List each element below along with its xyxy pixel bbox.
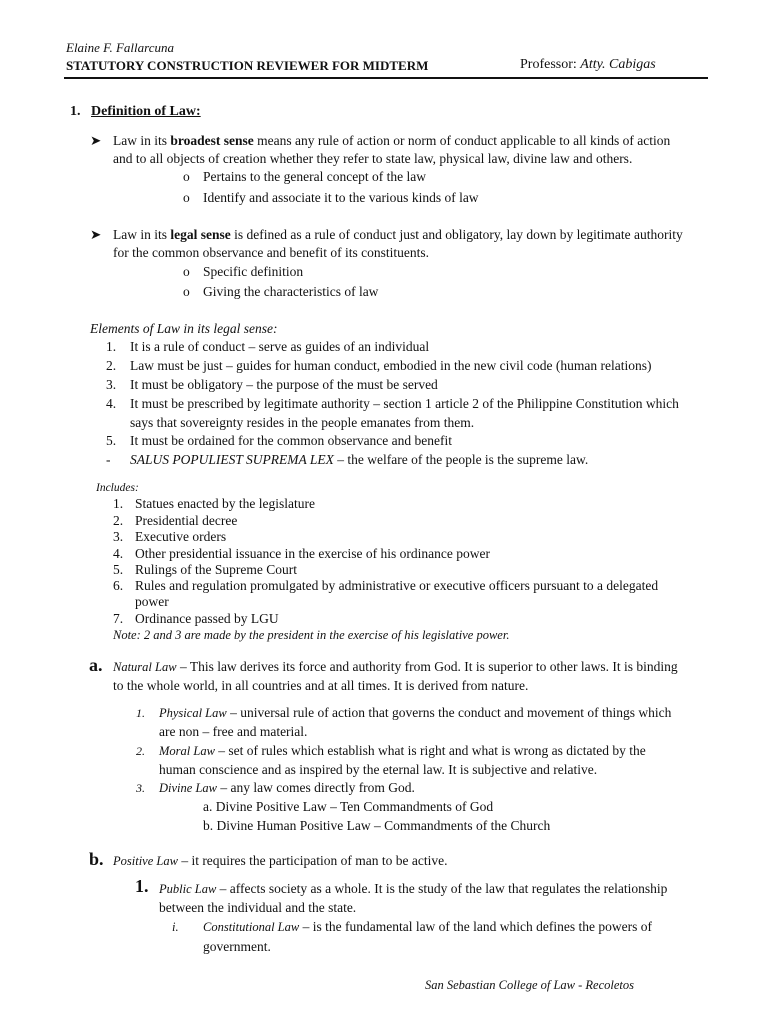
professor-label: Professor: [520, 57, 581, 72]
elements-item: Law must be just – guides for human conduct, embodied in the new civil code (human relations) [130, 358, 652, 373]
roman-numeral: i. [172, 920, 179, 934]
dash-bullet: - [106, 452, 111, 467]
list-number: 3. [106, 377, 117, 392]
natural-law-line1: Natural Law – This law derives its force and authority from God. It is superior to other laws. It is binding [113, 659, 678, 674]
list-number: 4. [106, 396, 117, 411]
circle-bullet-icon: o [183, 190, 190, 205]
public-law-number: 1. [135, 876, 149, 896]
professor-name: Atty. Cabigas [580, 57, 656, 72]
author-name: Elaine F. Fallarcuna [66, 40, 174, 55]
elements-item-cont: says that sovereignty resides in the people emanates from them. [130, 415, 475, 430]
moral-law-line2: human conscience and as inspired by the eternal law. It is subjective and relative. [159, 762, 598, 777]
includes-item: Rules and regulation promulgated by administrative or executive officers pursuant to a delegated [135, 578, 659, 593]
list-number: 1. [136, 706, 145, 720]
section-heading: Definition of Law: [91, 104, 201, 119]
includes-note: Note: 2 and 3 are made by the president in the exercise of his legislative power. [113, 628, 510, 642]
professor-line [520, 57, 656, 73]
arrow-bullet-icon: ➤ [90, 133, 102, 148]
positive-law-line: Positive Law – it requires the participation of man to be active. [113, 853, 448, 868]
includes-heading: Includes: [96, 482, 139, 494]
header-rule [64, 77, 708, 79]
broad-sub-item: Identify and associate it to the various kinds of law [203, 190, 479, 205]
legal-sub-item: Specific definition [203, 264, 304, 279]
list-number: 6. [113, 578, 124, 593]
legal-sub-item: Giving the characteristics of law [203, 284, 379, 299]
letter-a: a. [89, 655, 103, 675]
list-number: 5. [113, 562, 124, 577]
section-number: 1. [70, 104, 81, 119]
legal-sense-line1: Law in its legal sense is defined as a rule of conduct just and obligatory, lay down by legitimate authority [113, 227, 683, 242]
list-number: 2. [113, 513, 124, 528]
elements-item: It is a rule of conduct – serve as guides of an individual [130, 339, 430, 354]
divine-sub-item: b. Divine Human Positive Law – Commandments of the Church [203, 818, 551, 833]
page-footer: San Sebastian College of Law - Recoletos [425, 978, 635, 992]
list-number: 2. [106, 358, 117, 373]
elements-item: It must be prescribed by legitimate authority – section 1 article 2 of the Philippine Constitution which [130, 396, 679, 411]
elements-item: It must be obligatory – the purpose of the must be served [130, 377, 438, 392]
circle-bullet-icon: o [183, 169, 190, 184]
broad-sense-line2: and to all objects of creation whether they refer to state law, physical law, divine law and others. [113, 151, 633, 166]
broad-sense-line1: Law in its broadest sense means any rule of action or norm of conduct applicable to all kinds of action [113, 133, 671, 148]
includes-item: Rulings of the Supreme Court [135, 562, 297, 577]
includes-item: Presidential decree [135, 513, 238, 528]
maxim-line: SALUS POPULIEST SUPREMA LEX – the welfare of the people is the supreme law. [130, 452, 589, 467]
includes-item: Other presidential issuance in the exercise of his ordinance power [135, 546, 490, 561]
letter-b: b. [89, 849, 104, 869]
physical-law-line2: are non – free and material. [159, 724, 308, 739]
circle-bullet-icon: o [183, 284, 190, 299]
physical-law-line1: Physical Law – universal rule of action that governs the conduct and movement of things which [159, 705, 672, 720]
elements-heading: Elements of Law in its legal sense: [90, 321, 278, 336]
list-number: 5. [106, 433, 117, 448]
broad-sub-item: Pertains to the general concept of the law [203, 169, 427, 184]
list-number: 7. [113, 611, 124, 626]
constitutional-law-line1: Constitutional Law – is the fundamental law of the land which defines the powers of [203, 919, 652, 934]
list-number: 1. [113, 496, 124, 511]
includes-item: Executive orders [135, 529, 227, 544]
arrow-bullet-icon: ➤ [90, 227, 102, 242]
list-number: 3. [136, 781, 145, 795]
divine-sub-item: a. Divine Positive Law – Ten Commandments of God [203, 799, 494, 814]
includes-item: Statues enacted by the legislature [135, 496, 315, 511]
constitutional-law-line2: government. [203, 939, 271, 954]
elements-item: It must be ordained for the common observance and benefit [130, 433, 453, 448]
public-law-line1: Public Law – affects society as a whole. It is the study of the law that regulates the relationship [159, 881, 668, 896]
circle-bullet-icon: o [183, 264, 190, 279]
natural-law-line2: to the whole world, in all countries and at all times. It is derived from nature. [113, 678, 529, 693]
list-number: 2. [136, 744, 145, 758]
moral-law-line1: Moral Law – set of rules which establish what is right and what is wrong as dictated by the [159, 743, 646, 758]
includes-item-cont: power [135, 594, 169, 609]
document-title: STATUTORY CONSTRUCTION REVIEWER FOR MIDTERM [66, 58, 429, 73]
includes-item: Ordinance passed by LGU [135, 611, 279, 626]
list-number: 4. [113, 546, 124, 561]
divine-law-line: Divine Law – any law comes directly from God. [159, 780, 415, 795]
public-law-line2: between the individual and the state. [159, 900, 357, 915]
list-number: 3. [113, 529, 124, 544]
legal-sense-line2: for the common observance and benefit of its constituents. [113, 245, 430, 260]
list-number: 1. [106, 339, 117, 354]
